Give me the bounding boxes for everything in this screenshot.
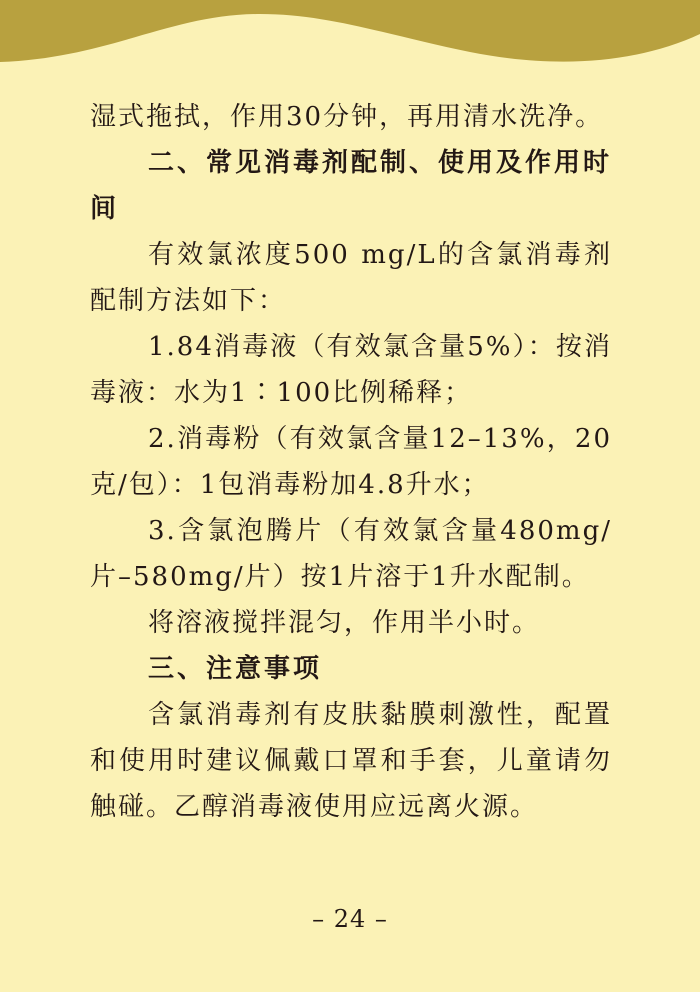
- paragraph-disinfectant-powder: 2.消毒粉（有效氯含量12–13%，20克/包）：1包消毒粉加4.8升水；: [90, 424, 612, 500]
- header-wave-band: [0, 0, 700, 80]
- paragraph-mixing: 将溶液搅拌混匀，作用半小时。: [148, 608, 541, 638]
- paragraph-effervescent-tablet: 3.含氯泡腾片（有效氯含量480mg/片–580mg/片）按1片溶于1升水配制。: [90, 516, 612, 592]
- paragraph-preparation-intro: 有效氯浓度500 mg/L的含氯消毒剂配制方法如下：: [90, 240, 612, 316]
- section-heading-3: 三、注意事项: [148, 654, 323, 684]
- page-content: [90, 94, 612, 830]
- paragraph-precautions: 含氯消毒剂有皮肤黏膜刺激性，配置和使用时建议佩戴口罩和手套，儿童请勿触碰。乙醇消毒液使用应远离火源。: [90, 700, 612, 822]
- paragraph-continued: 湿式拖拭，作用30分钟，再用清水洗净。: [90, 102, 604, 132]
- section-heading-2: 二、常见消毒剂配制、使用及作用时间: [90, 148, 613, 224]
- page-number: – 24 –: [312, 905, 388, 933]
- paragraph-disinfectant-liquid: 1.84消毒液（有效氯含量5%）：按消毒液：水为1∶100比例稀释；: [90, 332, 612, 408]
